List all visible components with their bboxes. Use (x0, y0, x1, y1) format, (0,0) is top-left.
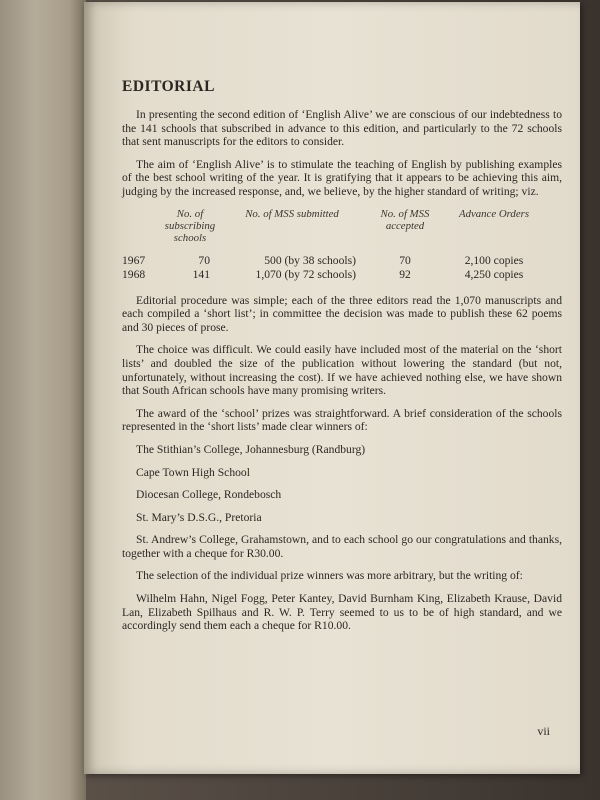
table-row (122, 254, 562, 268)
table-cell: 500 (by 38 schools) (264, 253, 356, 267)
table-cell: 1968 (122, 267, 146, 281)
school-name: Diocesan College, Rondebosch (136, 488, 282, 502)
table-row (122, 268, 562, 282)
table-header-cell (122, 208, 158, 244)
paragraph: In presenting the second edition of ‘English Alive’ we are conscious of our indebtedness to the 141 schools that subscribed in advance to this edition, and particularly to the 72 schools that sent manuscripts for the editors to consider. (122, 108, 562, 149)
paragraph: The selection of the individual prize winners was more arbitrary, but the writing of: (136, 569, 523, 583)
table-cell: 2,100 copies (464, 253, 524, 267)
table-cell: 1967 (122, 253, 146, 267)
school-name: Cape Town High School (136, 465, 250, 479)
paragraph: The aim of ‘English Alive’ is to stimulate the teaching of English by publishing examples of the best school writing of the year. It is gratifying that it appears to be achieving this aim, judging by the increased response, and, we believe, by the higher standard of writing; viz. (122, 157, 562, 198)
school-name: The Stithian’s College, Johannesburg (Randburg) (136, 442, 366, 456)
table-header-row (122, 208, 562, 244)
table-header-cell: No. of subscribing schools (164, 207, 216, 244)
table-cell: 92 (399, 267, 411, 281)
paragraph: Wilhelm Hahn, Nigel Fogg, Peter Kantey, David Burnham King, Elizabeth Krause, David Lan, Elizabeth Spilhaus and R. W. P. Terry seemed to us to be of high standard, and we accordingly send them each a cheque for R10.00. (122, 592, 562, 633)
paragraph: St. Andrew’s College, Grahamstown, and to each school go our congratulations and thanks, together with a cheque for R30.00. (122, 533, 562, 560)
facing-page-edge (0, 0, 86, 800)
page-number: vii (537, 724, 550, 738)
table-cell: 70 (198, 253, 210, 267)
table-cell: 1,070 (by 72 schools) (255, 267, 356, 281)
book-page (84, 2, 580, 774)
paragraph: The award of the ‘school’ prizes was straightforward. A brief consideration of the schools represented in the ‘short lists’ made clear winners of: (122, 406, 562, 434)
page-title: EDITORIAL (122, 78, 215, 95)
table-header-cell: Advance Orders (458, 207, 530, 220)
table-cell: 141 (192, 267, 210, 281)
paragraph: Editorial procedure was simple; each of the three editors read the 1,070 manuscripts and each compiled a ‘short list’; in committee the decision was made to publish these 62 poems and 30 pieces of prose. (122, 293, 562, 334)
table-cell: 4,250 copies (464, 267, 524, 281)
page-content (122, 78, 562, 642)
school-name: St. Mary’s D.S.G., Pretoria (136, 510, 262, 524)
table-cell: 70 (399, 253, 411, 267)
table-header-cell: No. of MSS submitted (245, 207, 339, 220)
table-header-cell: No. of MSS accepted (380, 207, 430, 232)
statistics-table (122, 208, 562, 282)
paragraph: The choice was difficult. We could easily have included most of the material on the ‘short lists’ and doubled the size of the publication without lowering the standard (but not, unfortunately, without increasing the cost). If we have achieved nothing else, we have shown that South African schools have many promising writers. (122, 343, 562, 398)
